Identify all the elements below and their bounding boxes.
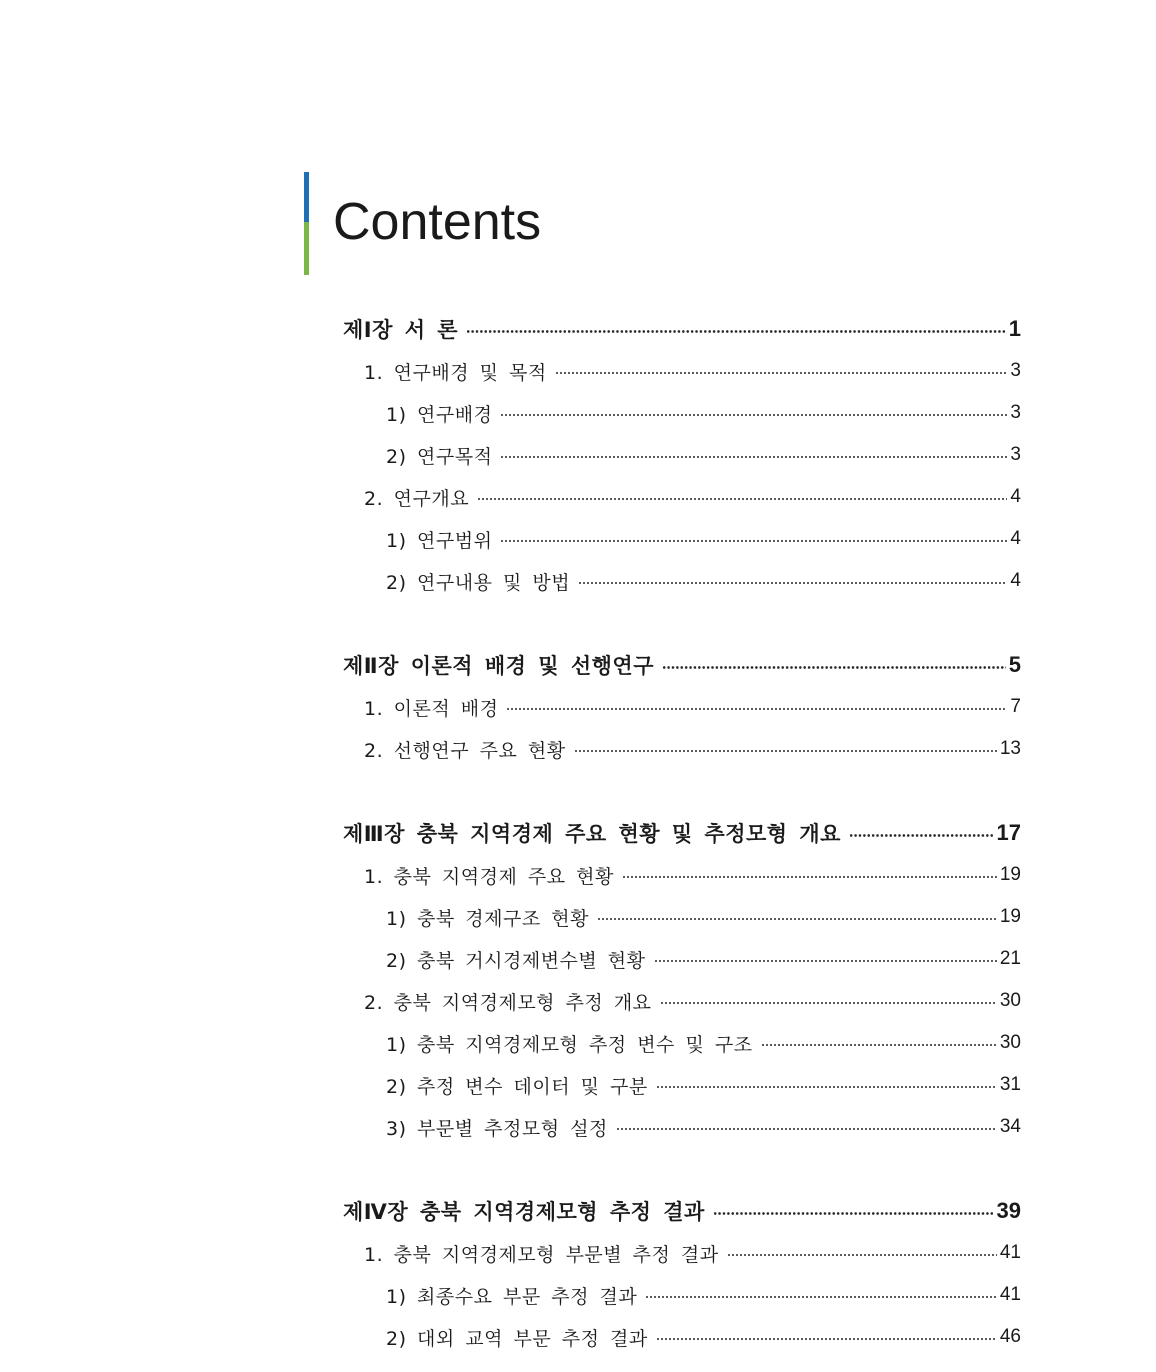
toc-section-entry[interactable] xyxy=(343,1232,1021,1274)
dot-leader xyxy=(656,1086,997,1088)
toc-entry-label: 1) 연구배경 xyxy=(386,403,493,426)
toc-page-number: 17 xyxy=(996,820,1021,845)
dot-leader xyxy=(656,1338,997,1340)
toc-page-number: 4 xyxy=(1010,570,1021,591)
toc-subsection-entry[interactable] xyxy=(343,1064,1021,1106)
chapter-spacer xyxy=(343,1148,1021,1190)
toc-page-number: 39 xyxy=(996,1198,1021,1223)
toc-section-entry[interactable] xyxy=(343,980,1021,1022)
toc-entry-label: 2. 선행연구 주요 현황 xyxy=(364,739,566,762)
toc-entry-label: 1) 충북 지역경제모형 추정 변수 및 구조 xyxy=(386,1033,753,1056)
dot-leader xyxy=(500,414,1007,416)
dot-leader xyxy=(466,330,1006,333)
toc-page-number: 3 xyxy=(1010,402,1021,423)
toc-entry-label: 2. 연구개요 xyxy=(364,487,470,510)
page-title: Contents xyxy=(333,193,542,251)
toc-page-number: 34 xyxy=(999,1116,1021,1137)
toc-entry-label: 제Ⅰ장 서 론 xyxy=(343,318,459,342)
toc-page-number: 19 xyxy=(999,864,1021,885)
dot-leader xyxy=(500,540,1007,542)
toc-page-number: 19 xyxy=(999,906,1021,927)
toc-entry-label: 2) 연구목적 xyxy=(386,445,493,468)
toc-page-number: 1 xyxy=(1008,316,1021,341)
dot-leader xyxy=(622,876,997,878)
toc-subsection-entry[interactable] xyxy=(343,1274,1021,1316)
dot-leader xyxy=(616,1128,997,1130)
dot-leader xyxy=(849,834,994,837)
toc-page-number: 46 xyxy=(999,1326,1021,1347)
title-accent-bar-green xyxy=(304,222,309,275)
dot-leader xyxy=(660,1002,997,1004)
toc-entry-label: 1. 연구배경 및 목적 xyxy=(364,361,547,384)
dot-leader xyxy=(645,1296,997,1298)
toc-entry-label: 2) 추정 변수 데이터 및 구분 xyxy=(386,1075,648,1098)
toc-entry-label: 2. 충북 지역경제모형 추정 개요 xyxy=(364,991,652,1014)
dot-leader xyxy=(555,372,1008,374)
toc-section-entry[interactable] xyxy=(343,350,1021,392)
toc-page-number: 7 xyxy=(1010,696,1021,717)
toc-entry-label: 제Ⅲ장 충북 지역경제 주요 현황 및 추정모형 개요 xyxy=(343,822,841,846)
dot-leader xyxy=(727,1254,997,1256)
title-accent-bar-blue xyxy=(304,172,309,222)
dot-leader xyxy=(506,708,1007,710)
dot-leader xyxy=(578,582,1007,584)
toc-subsection-entry[interactable] xyxy=(343,938,1021,980)
toc-section-entry[interactable] xyxy=(343,728,1021,770)
toc-subsection-entry[interactable] xyxy=(343,1316,1021,1358)
dot-leader xyxy=(477,498,1007,500)
dot-leader xyxy=(654,960,997,962)
chapter-spacer xyxy=(343,770,1021,812)
toc-entry-label: 2) 대외 교역 부문 추정 결과 xyxy=(386,1327,648,1350)
toc-page-number: 4 xyxy=(1010,486,1021,507)
dot-leader xyxy=(500,456,1007,458)
toc-entry-label: 2) 연구내용 및 방법 xyxy=(386,571,571,594)
toc-subsection-entry[interactable] xyxy=(343,518,1021,560)
toc-entry-label: 1. 충북 지역경제모형 부문별 추정 결과 xyxy=(364,1243,719,1266)
toc-page-number: 5 xyxy=(1008,652,1021,677)
toc-subsection-entry[interactable] xyxy=(343,1022,1021,1064)
toc-entry-label: 1. 충북 지역경제 주요 현황 xyxy=(364,865,614,888)
toc-page-number: 21 xyxy=(999,948,1021,969)
toc-entry-label: 제Ⅱ장 이론적 배경 및 선행연구 xyxy=(343,654,655,678)
toc-subsection-entry[interactable] xyxy=(343,1106,1021,1148)
toc-page-number: 31 xyxy=(999,1074,1021,1095)
toc-subsection-entry[interactable] xyxy=(343,434,1021,476)
toc-page-number: 3 xyxy=(1010,444,1021,465)
dot-leader xyxy=(761,1044,997,1046)
toc-page-number: 4 xyxy=(1010,528,1021,549)
toc-page-number: 13 xyxy=(999,738,1021,759)
table-of-contents xyxy=(343,308,1021,1358)
dot-leader xyxy=(574,750,997,752)
toc-entry-label: 1) 최종수요 부문 추정 결과 xyxy=(386,1285,638,1308)
toc-section-entry[interactable] xyxy=(343,686,1021,728)
toc-page-number: 30 xyxy=(999,990,1021,1011)
dot-leader xyxy=(662,666,1006,669)
dot-leader xyxy=(713,1212,994,1215)
toc-section-entry[interactable] xyxy=(343,476,1021,518)
chapter-spacer xyxy=(343,602,1021,644)
toc-chapter-entry[interactable] xyxy=(343,1190,1021,1232)
toc-subsection-entry[interactable] xyxy=(343,392,1021,434)
toc-entry-label: 제Ⅳ장 충북 지역경제모형 추정 결과 xyxy=(343,1200,705,1224)
toc-entry-label: 1) 연구범위 xyxy=(386,529,493,552)
toc-page-number: 3 xyxy=(1010,360,1021,381)
toc-entry-label: 3) 부문별 추정모형 설정 xyxy=(386,1117,608,1140)
toc-entry-label: 1. 이론적 배경 xyxy=(364,697,499,720)
toc-subsection-entry[interactable] xyxy=(343,896,1021,938)
toc-entry-label: 2) 충북 거시경제변수별 현황 xyxy=(386,949,646,972)
toc-subsection-entry[interactable] xyxy=(343,560,1021,602)
toc-chapter-entry[interactable] xyxy=(343,644,1021,686)
toc-page-number: 30 xyxy=(999,1032,1021,1053)
toc-section-entry[interactable] xyxy=(343,854,1021,896)
toc-chapter-entry[interactable] xyxy=(343,812,1021,854)
toc-page-number: 41 xyxy=(999,1242,1021,1263)
toc-chapter-entry[interactable] xyxy=(343,308,1021,350)
toc-entry-label: 1) 충북 경제구조 현황 xyxy=(386,907,589,930)
toc-page-number: 41 xyxy=(999,1284,1021,1305)
dot-leader xyxy=(597,918,997,920)
